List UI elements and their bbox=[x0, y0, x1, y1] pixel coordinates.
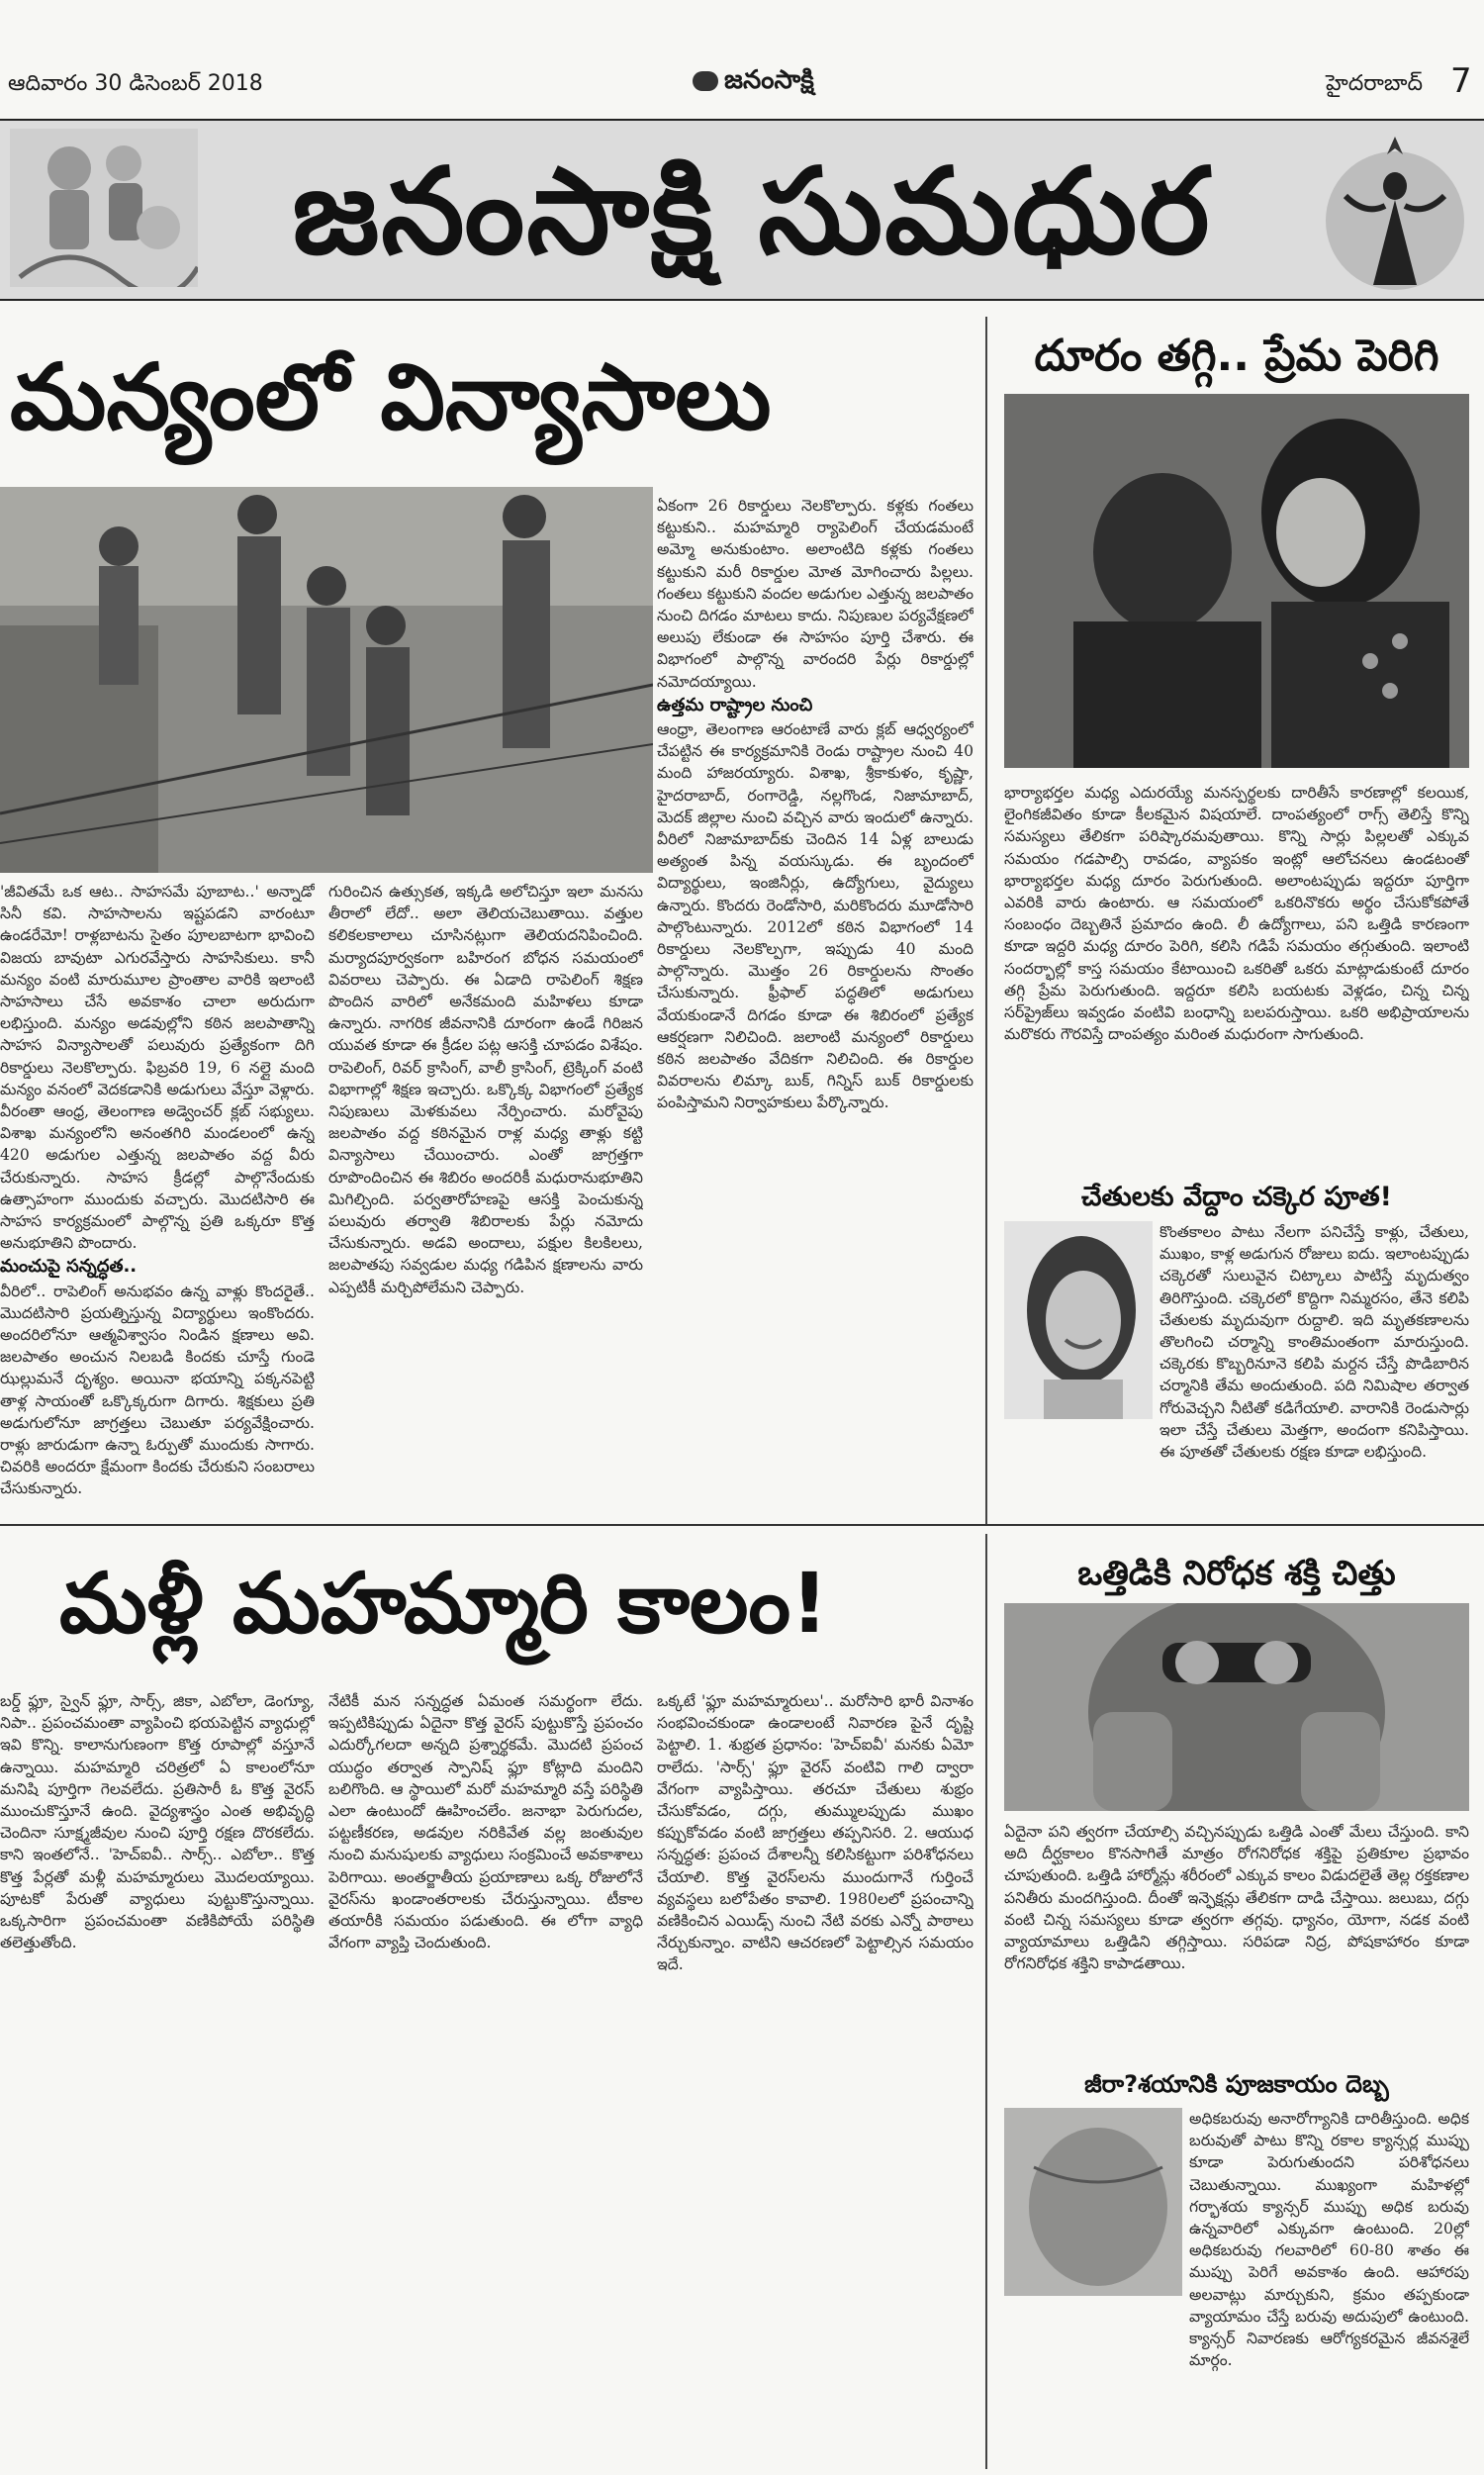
article4-column-1: బర్డ్ ఫ్లూ, స్వైన్ ఫ్లూ, సార్స్, జికా, ఎబోలా, డెంగ్యూ, నిపా.. ప్రపంచమంతా వ్యాపించి భయపెట్టిన వ్యాధుల్లో ఇవి కొన్ని. కాలానుగుణంగా కొత్త రూపాల్లో వస్తూనే ఉన్నాయి. మహమ్మారి చరిత్రలో ఏ కాలంలోనూ మనిషి పూర్తిగా గెలవలేదు. ప్రతిసారీ ఓ కొత్త వైరస్ ముంచుకొస్తూనే ఉంది. వైద్యశాస్త్రం ఎంత అభివృద్ధి చెందినా సూక్ష్మజీవుల నుంచి పూర్తి రక్షణ దొరకలేదు. కాని ఇంతలోనే.. 'హెచ్ఐవీ.. సార్స్.. ఎబోలా.. కొత్త కొత్త పేర్లతో మళ్లీ మహమ్మారులు మొదలయ్యాయి. పూటకో పేరుతో వ్యాధులు పుట్టుకొస్తున్నాయి. ఒక్కసారిగా ప్రపంచమంతా వణికిపోయే పరిస్థితి తలెత్తుతోంది. bbox=[0, 1692, 315, 1952]
article1-col1-text: 'జీవితమే ఒక ఆట.. సాహసమే పూబాట..' అన్నాడో సినీ కవి. సాహసాలను ఇష్టపడని వారంటూ ఉండరేమో! రాళ్లబాటను సైతం పూలబాటగా భావించి విజయ బావుటా ఎగురవేస్తారు సాహసికులు. కానీ మన్యం వంటి మారుమూల ప్రాంతాల వారికి ఇలాంటి సాహసాలు చేసే అవకాశం చాలా అరుదుగా లభిస్తుంది. మన్యం అడవుల్లోని కఠిన జలపాతాన్ని సాహస విన్యాసాలతో పలువురు ప్రత్యేకంగా దిగి రికార్డులు నెలకొల్పారు. ఫిబ్రవరి 19, 6 నల్లై మంది మన్యం వనంలో వెదకడానికి అడుగులు వేస్తూ వెళ్లారు. వీరంతా ఆంధ్ర, తెలంగాణ అడ్వెంచర్ క్లబ్ సభ్యులు. విశాఖ మన్యంలోని అనంతగిరి మండలంలో ఉన్న 420 అడుగుల ఎత్తున్న జలపాతం వద్ద వీరు చేరుకున్నారు. సాహస క్రీడల్లో పాల్గొనేందుకు ఉత్సాహంగా ముందుకు వచ్చారు. మొదటిసారి ఈ సాహస కార్యక్రమంలో పాల్గొన్న ప్రతి ఒక్కరూ కొత్త అనుభూతిని పొందారు. bbox=[0, 883, 315, 1253]
article1-col3-text: ఏకంగా 26 రికార్డులు నెలకొల్పారు. కళ్లకు గంతలు కట్టుకుని.. మహమ్మారి ర్యాపెలింగ్ చేయడమంటే అమ్మో అనుకుంటాం. అలాంటిది కళ్లకు గంతలు కట్టుకుని మరీ రికార్డుల మోత మోగించారు పిల్లలు. గంతలు కట్టుకుని వందల అడుగుల ఎత్తున్న జలపాతం నుంచి దిగడం మాటలు కాదు. నిపుణుల పర్యవేక్షణలో అలుపు లేకుండా ఈ సాహసం పూర్తి చేశారు. ఈ విభాగంలో పాల్గొన్న వారందరి పేర్లు రికార్డుల్లో నమోదయ్యాయి. bbox=[657, 497, 974, 691]
brand-logo-icon bbox=[693, 71, 718, 91]
article-headline-hands: చేతులకు వేద్దాం చక్కెర పూత! bbox=[1081, 1182, 1392, 1212]
edition-city: హైదరాబాద్ bbox=[1326, 71, 1423, 96]
article1-subhead-1: మంచుపై సన్నద్ధత.. bbox=[0, 1256, 138, 1278]
article4-column-3: ఒక్కటే 'ఫ్లూ మహమ్మారులు'.. మరోసారి భారీ వినాశం సంభవించకుండా ఉండాలంటే నివారణ పైనే దృష్టి పెట్టాలి. 1. శుభ్రత ప్రధానం: 'హెచ్ఐవీ' మనకు ఏమో రాలేదు. 'సార్స్' ఫ్లూ వైరస్ వంటివి గాలి ద్వారా వేగంగా వ్యాపిస్తాయి. తరచూ చేతులు శుభ్రం చేసుకోవడం, దగ్గు, తుమ్ములప్పుడు ముఖం కప్పుకోవడం వంటి జాగ్రత్తలు తప్పనిసరి. 2. ఆయుధ సన్నద్ధత: ప్రపంచ దేశాలన్నీ కలిసికట్టుగా పరిశోధనలు చేయాలి. కొత్త వైరస్‌లను ముందుగానే గుర్తించే వ్యవస్థలు బలోపేతం కావాలి. 1980లలో ప్రపంచాన్ని వణికించిన ఎయిడ్స్ నుంచి నేటి వరకు ఎన్నో పాఠాలు నేర్చుకున్నాం. వాటిని ఆచరణలో పెట్టాల్సిన సమయం ఇదే. bbox=[657, 1692, 974, 1974]
article1-column-3 bbox=[657, 495, 974, 1514]
couple-photo bbox=[1004, 394, 1469, 768]
article4-column-2: నేటికీ మన సన్నద్ధత ఏమంత సమర్థంగా లేదు. ఇప్పటికిప్పుడు ఏదైనా కొత్త వైరస్ పుట్టుకొస్తే ప్రపంచం ఎదుర్కోగలదా అన్నది ప్రశ్నార్థకమే. మొదటి ప్రపంచ యుద్ధం తర్వాత స్పానిష్ ఫ్లూ కోట్లాది మందిని బలిగొంది. ఆ స్థాయిలో మరో మహమ్మారి వస్తే పరిస్థితి ఎలా ఉంటుందో ఊహించలేం. జనాభా పెరుగుదల, పట్టణీకరణ, అడవుల నరికివేత వల్ల జంతువుల నుంచి మనుషులకు వ్యాధులు సంక్రమించే అవకాశాలు పెరిగాయి. అంతర్జాతీయ ప్రయాణాలు ఒక్క రోజులోనే వైరస్‌ను ఖండాంతరాలకు చేరుస్తున్నాయి. టీకాల తయారీకి సమయం పడుతుంది. ఈ లోగా వ్యాధి వేగంగా వ్యాప్తి చెందుతుంది. bbox=[328, 1692, 643, 1952]
expedition-photo bbox=[0, 487, 653, 873]
banner-title: జనంసాక్షి సుమధుర bbox=[292, 142, 1212, 281]
kids-illustration-icon bbox=[10, 129, 198, 287]
article-headline-pandemic: మళ్లీ మహమ్మారి కాలం! bbox=[59, 1555, 829, 1652]
article1-col1b-text: వీరిలో.. రాపెలింగ్ అనుభవం ఉన్న వాళ్లు కొందరైతే.. మొదటిసారి ప్రయత్నిస్తున్న విద్యార్థులు ఇంకొందరు. అందరిలోనూ ఆత్మవిశ్వాసం నిండిన క్షణాలు అవి. జలపాతం అంచున నిలబడి కిందకు చూస్తే గుండె ఝల్లుమనే దృశ్యం. అయినా భయాన్ని పక్కనపెట్టి తాళ్ల సాయంతో ఒక్కొక్కరుగా దిగారు. శిక్షకులు ప్రతి అడుగులోనూ జాగ్రత్తలు చెబుతూ పర్యవేక్షించారు. రాళ్లు జారుడుగా ఉన్నా ఓర్పుతో ముందుకు సాగారు. చివరికి అందరూ క్షేమంగా కిందకు చేరుకుని సంబరాలు చేసుకున్నారు. bbox=[0, 1282, 315, 1498]
issue-date: ఆదివారం 30 డిసెంబర్ 2018 bbox=[8, 71, 263, 96]
article5-body: ఏదైనా పని త్వరగా చేయాల్సి వచ్చినప్పుడు ఒత్తిడి ఎంతో మేలు చేస్తుంది. కాని అది దీర్ఘకాలం కొనసాగితే మాత్రం రోగనిరోధక శక్తిపై ప్రతికూల ప్రభావం చూపుతుంది. ఒత్తిడి హార్మోన్లు శరీరంలో ఎక్కువ కాలం విడుదలైతే తెల్ల రక్తకణాల పనితీరు మందగిస్తుంది. దీంతో ఇన్ఫెక్షన్లు తేలికగా దాడి చేస్తాయి. జలుబు, దగ్గు వంటి చిన్న సమస్యలు కూడా త్వరగా తగ్గవు. ధ్యానం, యోగా, నడక వంటి వ్యాయామాలు ఒత్తిడిని తగ్గిస్తాయి. సరిపడా నిద్ర, పోషకాహారం కూడా రోగనిరోధక శక్తిని కాపాడతాయి. bbox=[1004, 1823, 1469, 1973]
belly-image bbox=[1004, 2108, 1182, 2296]
dancer-emblem-icon bbox=[1316, 127, 1474, 291]
article1-column-2 bbox=[328, 881, 643, 1514]
page-number: 7 bbox=[1450, 61, 1472, 101]
article2-body: భార్యాభర్తల మధ్య ఎదురయ్యే మనస్పర్థలకు దారితీసే కారణాల్లో కలయిక, లైంగికజీవితం కూడా కీలకమైన విషయాలే. దాంపత్యంలో రాగ్స్ తెలిస్తే కొన్ని సమస్యలు తేలికగా పరిష్కారమవుతాయి. కొన్ని సార్లు పిల్లలతో ఎక్కువ సమయం గడపాల్సి రావడం, వ్యాపకం ఇంట్లో ఆలోచనలు ఉండటంతో భార్యాభర్తల మధ్య దూరం పెరుగుతుంది. అలాంటప్పుడు ఇద్దరూ పూర్తిగా ఎవరికి వారు ఉంటారు. ఆ సమయంలో ఒకరినొకరు అర్థం చేసుకోకపోతే సంబంధం దెబ్బతినే ప్రమాదం ఉంది. లీ ఉద్యోగాలు, పని ఒత్తిడి కారణంగా కూడా ఇద్దరి మధ్య దూరం పెరిగి, కలిసి గడిపే సమయం తగ్గుతుంది. ఇలాంటి సందర్భాల్లో కాస్త సమయం కేటాయించి ఒకరితో ఒకరు మాట్లాడుకుంటే దూరం తగ్గి ప్రేమ పెరుగుతుంది. ఇద్దరూ కలిసి బయటకు వెళ్లడం, చిన్న చిన్న సర్‌ప్రైజ్‌లు ఇవ్వడం వంటివి బంధాన్ని బలపరుస్తాయి. ఒకరి అభిప్రాయాలను మరొకరు గౌరవిస్తే దాంపత్యం మరింత మధురంగా సాగుతుంది. bbox=[1004, 784, 1469, 1044]
article6-body: అధికబరువు అనారోగ్యానికి దారితీస్తుంది. అధిక బరువుతో పాటు కొన్ని రకాల క్యాన్సర్ల ముప్పు కూడా పెరుగుతుందని పరిశోధనలు చెబుతున్నాయి. ముఖ్యంగా మహిళల్లో గర్భాశయ క్యాన్సర్ ముప్పు అధిక బరువు ఉన్నవారిలో ఎక్కువగా ఉంటుంది. 20ల్లో అధికబరువు గలవారిలో 60-80 శాతం ఈ ముప్పు పెరిగే అవకాశం ఉంది. ఆహారపు అలవాట్లు మార్చుకుని, క్రమం తప్పకుండా వ్యాయామం చేస్తే బరువు అదుపులో ఉంటుంది. క్యాన్సర్ నివారణకు ఆరోగ్యకరమైన జీవనశైలే మార్గం. bbox=[1189, 2110, 1469, 2370]
climbers-image bbox=[0, 487, 653, 873]
article-headline-love: దూరం తగ్గి.. ప్రేమ పెరిగి bbox=[1034, 331, 1439, 381]
section-divider bbox=[0, 1524, 1484, 1526]
column-divider-right-bottom bbox=[985, 1534, 987, 2469]
section-banner bbox=[0, 119, 1484, 301]
stressed-man-image bbox=[1004, 1603, 1469, 1811]
article1-column-1 bbox=[0, 881, 315, 1514]
belly-photo bbox=[1004, 2108, 1182, 2296]
couple-image bbox=[1004, 394, 1469, 768]
article-headline-stress: ఒత్తిడికి నిరోధక శక్తి చిత్తు bbox=[1077, 1554, 1396, 1593]
brand-name: జనంసాక్షి bbox=[724, 65, 814, 95]
article-headline-expedition: మన్యంలో విన్యాసాలు bbox=[10, 344, 772, 450]
woman-portrait-image bbox=[1004, 1221, 1153, 1419]
article1-col2-text: గురించిన ఉత్సుకత, ఇక్కడి అలోచిస్తూ ఇలా మనసు తీరాలో లేదో.. అలా తెలియచెబుతాయి. వత్తుల కలికలకాలాలు చూసినట్లుగా తెలియదనిపించింది. మర్యాదపూర్వకంగా బహిరంగ బోధన సమయంలో వివరాలు చెప్పారు. ఈ ఏడాది రాపెలింగ్ శిక్షణ పొందిన వారిలో అనేకమంది మహిళలు కూడా ఉన్నారు. నాగరిక జీవనానికి దూరంగా ఉండే గిరిజన యువత కూడా ఈ క్రీడల పట్ల ఆసక్తి చూపడం విశేషం. రాపెలింగ్, రివర్ క్రాసింగ్, వాలీ క్రాసింగ్, ట్రెక్కింగ్ వంటి విభాగాల్లో శిక్షణ ఇచ్చారు. ఒక్కొక్క విభాగంలో ప్రత్యేక నిపుణులు మెళకువలు నేర్పించారు. మరోవైపు జలపాతం వద్ద కఠినమైన రాళ్ల మధ్య తాళ్లు కట్టి విన్యాసాలు చేయించారు. ఎంతో జాగ్రత్తగా రూపొందించిన ఈ శిబిరం అందరికీ మధురానుభూతిని మిగిల్చింది. పర్వతారోహణపై ఆసక్తి పెంచుకున్న పలువురు తర్వాతి శిబిరాలకు పేర్లు నమోదు చేసుకున్నారు. అడవి అందాలు, పక్షుల కిలకిలలు, జలపాతపు సవ్వడుల మధ్య గడిపిన క్షణాలను వారు ఎప్పటికీ మర్చిపోలేమని చెప్పారు. bbox=[328, 883, 643, 1296]
column-divider-right bbox=[985, 317, 987, 1524]
article3-body: కొంతకాలం పాటు నేలగా పనిచేస్తే కాళ్లు, చేతులు, ముఖం, కాళ్ల అడుగున రోజులు ఐదు. ఇలాంటప్పుడు చక్కెరతో సులువైన చిట్కాలు పాటిస్తే మృదుత్వం తిరిగొస్తుంది. చక్కెరలో కొద్దిగా నిమ్మరసం, తేనె కలిపి చేతులకు మృదువుగా రుద్దాలి. ఇది మృతకణాలను తొలగించి చర్మాన్ని కాంతిమంతంగా మారుస్తుంది. చక్కెరకు కొబ్బరినూనె కలిపి మర్దన చేస్తే పొడిబారిన చర్మానికి తేమ అందుతుంది. పది నిమిషాల తర్వాత గోరువెచ్చని నీటితో కడిగేయాలి. వారానికి రెండుసార్లు ఇలా చేస్తే చేతులు మెత్తగా, అందంగా కనిపిస్తాయి. ఈ పూతతో చేతులకు రక్షణ కూడా లభిస్తుంది. bbox=[1159, 1223, 1469, 1462]
article1-col3b-text: ఆంధ్రా, తెలంగాణ ఆరంటాణే వారు క్లబ్ ఆధ్వర్యంలో చేపట్టిన ఈ కార్యక్రమానికి రెండు రాష్ట్రాల నుంచి 40 మంది హాజరయ్యారు. విశాఖ, శ్రీకాకుళం, కృష్ణా, హైదరాబాద్, రంగారెడ్డి, నల్లగొండ, నిజామాబాద్, మెదక్ జిల్లాల నుంచి వచ్చిన వారు ఇందులో ఉన్నారు. వీరిలో నిజామాబాద్‌కు చెందిన 14 ఏళ్ల బాలుడు అత్యంత పిన్న వయస్కుడు. ఈ బృందంలో విద్యార్థులు, ఇంజినీర్లు, ఉద్యోగులు, వైద్యులు ఉన్నారు. కొందరు రెండోసారి, మరికొందరు మూడోసారి పాల్గొంటున్నారు. 2012లో కఠిన విభాగంలో 14 రికార్డులు నెలకొల్పగా, ఇప్పుడు 40 మంది పాల్గొన్నారు. మొత్తం 26 రికార్డులను సొంతం చేసుకున్నారు. ఫ్రీఫాల్ పద్ధతిలో అడుగులు వేయకుండానే దిగడం కూడా ఈ శిబిరంలో ప్రత్యేక ఆకర్షణగా నిలిచింది. జలాంటి మన్యంలో రికార్డులు కఠిన జలపాతం వేదికగా నిలిచింది. ఈ రికార్డుల వివరాలను లిమ్కా బుక్, గిన్నిస్ బుక్ రికార్డులకు పంపిస్తామని నిర్వాహకులు పేర్కొన్నారు. bbox=[657, 720, 974, 1112]
masthead-brand bbox=[693, 65, 814, 101]
woman-photo bbox=[1004, 1221, 1153, 1419]
stressed-man-photo bbox=[1004, 1603, 1469, 1811]
article1-subhead-2: ఉత్తమ రాష్ట్రాల నుంచి bbox=[657, 694, 813, 715]
article-headline-uterus: జీరా?శయానికి పూజకాయం దెబ్బ bbox=[1084, 2070, 1389, 2098]
